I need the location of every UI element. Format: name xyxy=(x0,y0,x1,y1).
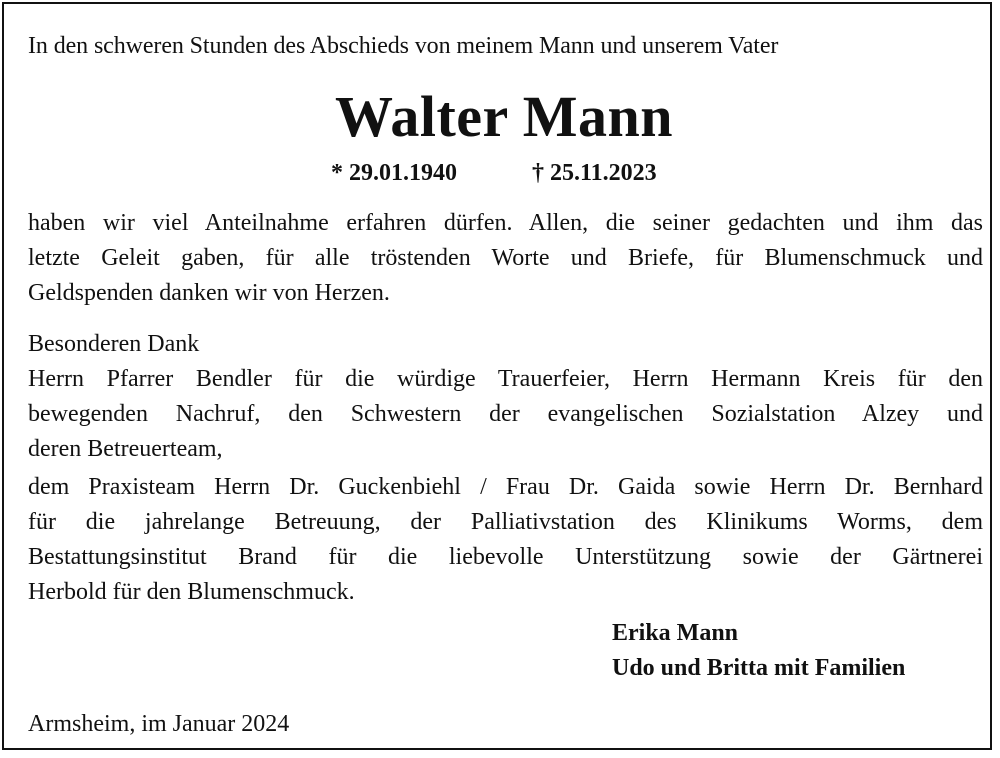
paragraph-line: Herbold für den Blumenschmuck. xyxy=(28,579,355,605)
paragraph-line: deren Betreuerteam, xyxy=(28,436,223,462)
signature-family: Udo und Britta mit Familien xyxy=(612,655,906,681)
care-thanks-paragraph xyxy=(28,470,983,610)
paragraph-line: haben wir viel Anteilnahme erfahren dürfen. Allen, die seiner gedachten und ihm das xyxy=(28,210,983,236)
intro-text: In den schweren Stunden des Abschieds von meinem Mann und unserem Vater xyxy=(28,33,779,59)
paragraph-line: bewegenden Nachruf, den Schwestern der evangelischen Sozialstation Alzey und xyxy=(28,401,983,427)
special-thanks-paragraph xyxy=(28,327,983,467)
paragraph-line: Geldspenden danken wir von Herzen. xyxy=(28,280,390,306)
deceased-name: Walter Mann xyxy=(335,84,673,149)
special-thanks-heading: Besonderen Dank xyxy=(28,331,200,357)
notice-frame xyxy=(2,2,992,750)
signature-name: Erika Mann xyxy=(612,620,739,646)
paragraph-line: dem Praxisteam Herrn Dr. Guckenbiehl / Frau Dr. Gaida sowie Herrn Dr. Bernhard xyxy=(28,474,983,500)
paragraph-line: Bestattungsinstitut Brand für die liebevolle Unterstützung sowie der Gärtnerei xyxy=(28,544,983,570)
thanks-paragraph xyxy=(28,206,983,311)
signature-block xyxy=(612,616,905,686)
paragraph-line: letzte Geleit gaben, für alle tröstenden Worte und Briefe, für Blumenschmuck und xyxy=(28,245,983,271)
place-date: Armsheim, im Januar 2024 xyxy=(28,711,290,737)
death-date: † 25.11.2023 xyxy=(532,160,657,186)
paragraph-line: für die jahrelange Betreuung, der Palliativstation des Klinikums Worms, dem xyxy=(28,509,983,535)
paragraph-line: Herrn Pfarrer Bendler für die würdige Trauerfeier, Herrn Hermann Kreis für den xyxy=(28,366,983,392)
birth-date: * 29.01.1940 xyxy=(331,160,457,186)
